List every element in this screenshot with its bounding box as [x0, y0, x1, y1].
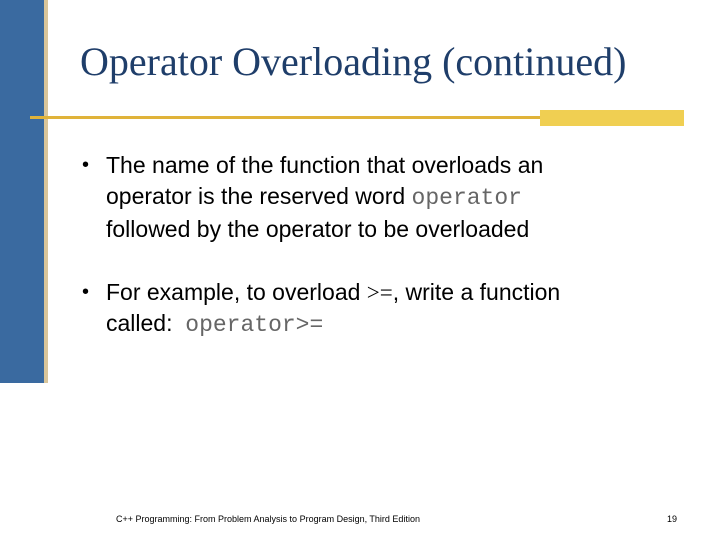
left-sidebar-edge	[44, 0, 48, 383]
bullet-line: The name of the function that overloads an	[106, 152, 544, 178]
bullet-icon: •	[82, 281, 90, 303]
slide-title: Operator Overloading (continued)	[80, 39, 627, 84]
bullet-line: For example, to overload	[106, 279, 367, 305]
bullet-icon: •	[82, 154, 90, 176]
code-function-name: operator>=	[185, 312, 324, 338]
page-number: 19	[667, 514, 678, 524]
code-keyword: operator	[411, 185, 522, 211]
title-underline	[30, 116, 540, 119]
bullet-line: operator is the reserved word	[106, 183, 412, 209]
operator-symbol: >=	[366, 280, 393, 305]
left-sidebar-bar	[0, 0, 47, 383]
bullet-item-function-name	[80, 150, 700, 245]
bullet-list	[80, 150, 700, 373]
bullet-line: called:	[106, 310, 186, 336]
bullet-line: , write a function	[392, 279, 561, 305]
title-accent-block	[540, 110, 684, 126]
footer-text: C++ Programming: From Problem Analysis to Program Design, Third Edition	[116, 514, 420, 524]
bullet-line: followed by the operator to be overloaded	[106, 216, 530, 242]
bullet-item-example	[80, 277, 700, 341]
